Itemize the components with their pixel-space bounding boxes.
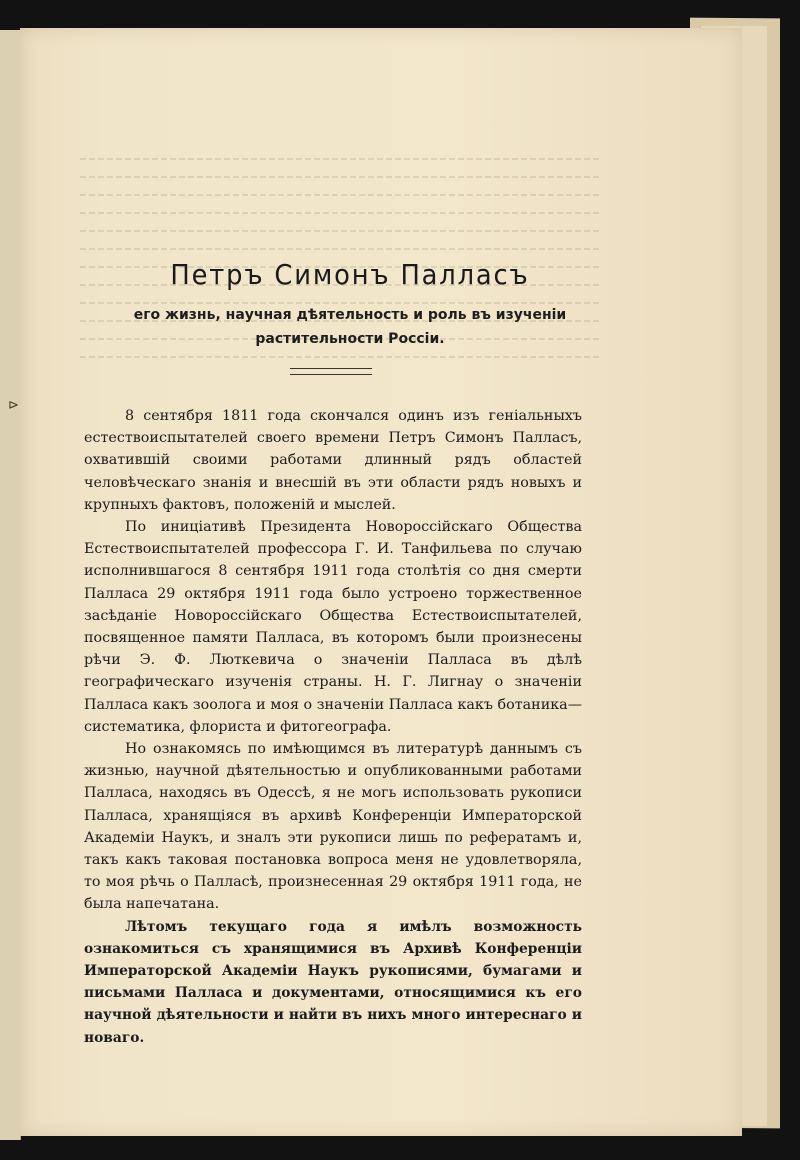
body-text	[84, 405, 582, 1049]
paragraph-4: Лѣтомъ текущаго года я имѣлъ возможность ознакомиться съ хранящимися въ Архивѣ Конференціи Императорской Академіи Наукъ рукописями, бумагами и письмами Палласа и документами, относящимися къ его научной дѣятельности и найти въ нихъ много интереснаго и новаго.	[84, 918, 582, 1046]
previous-page-edge	[0, 30, 21, 1140]
page-subtitle: его жизнь, научная дѣятельность и роль въ изученіи растительности Россіи.	[133, 307, 567, 347]
bleed-through-text	[80, 158, 600, 428]
paragraph-2: По иниціативѣ Президента Новороссійскаго Общества Естествоиспытателей профессора Г. И. Танфильева по случаю исполнившагося 8 сентября 1911 года столѣтія со дня смерти Палласа 29 октября 1911 года было устроено торжественное засѣданіе Новороссійскаго Общества Естествоиспытателей, посвященное памяти Палласа, въ которомъ были произнесены рѣчи Э. Ф. Люткевича о значеніи Палласа въ дѣлѣ географическаго изученія страны. Н. Г. Лигнау о значеніи Палласа какъ зоолога и моя о значеніи Палласа какъ ботаника—систематика, флориста и фитогеографа.	[84, 519, 582, 735]
paragraph-1: 8 сентября 1811 года скончался одинъ изъ геніальныхъ естествоиспытателей своего времени Петръ Симонъ Палласъ, охватившій своими работами длинный рядъ областей человѣческаго знанія и внесшій въ эти области рядъ новыхъ и крупныхъ фактовъ, положеній и мыслей.	[84, 408, 582, 513]
page-title: Петръ Симонъ Палласъ	[170, 258, 530, 291]
paragraph-3: Но ознакомясь по имѣющимся въ литературѣ даннымъ съ жизнью, научной дѣятельностью и опубликованными работами Палласа, находясь въ Одессѣ, я не могь использовать рукописи Палласа, хранящіяся въ архивѣ Конференціи Императорской Академіи Наукъ, и зналъ эти рукописи лишь по рефератамъ и, такъ какъ таковая постановка вопроса меня не удовлетворяла, то моя рѣчь о Палласѣ, произнесенная 29 октября 1911 года, не была напечатана.	[84, 741, 582, 913]
binding-clip-mark: ⊳	[8, 398, 19, 413]
title-divider	[290, 368, 372, 375]
